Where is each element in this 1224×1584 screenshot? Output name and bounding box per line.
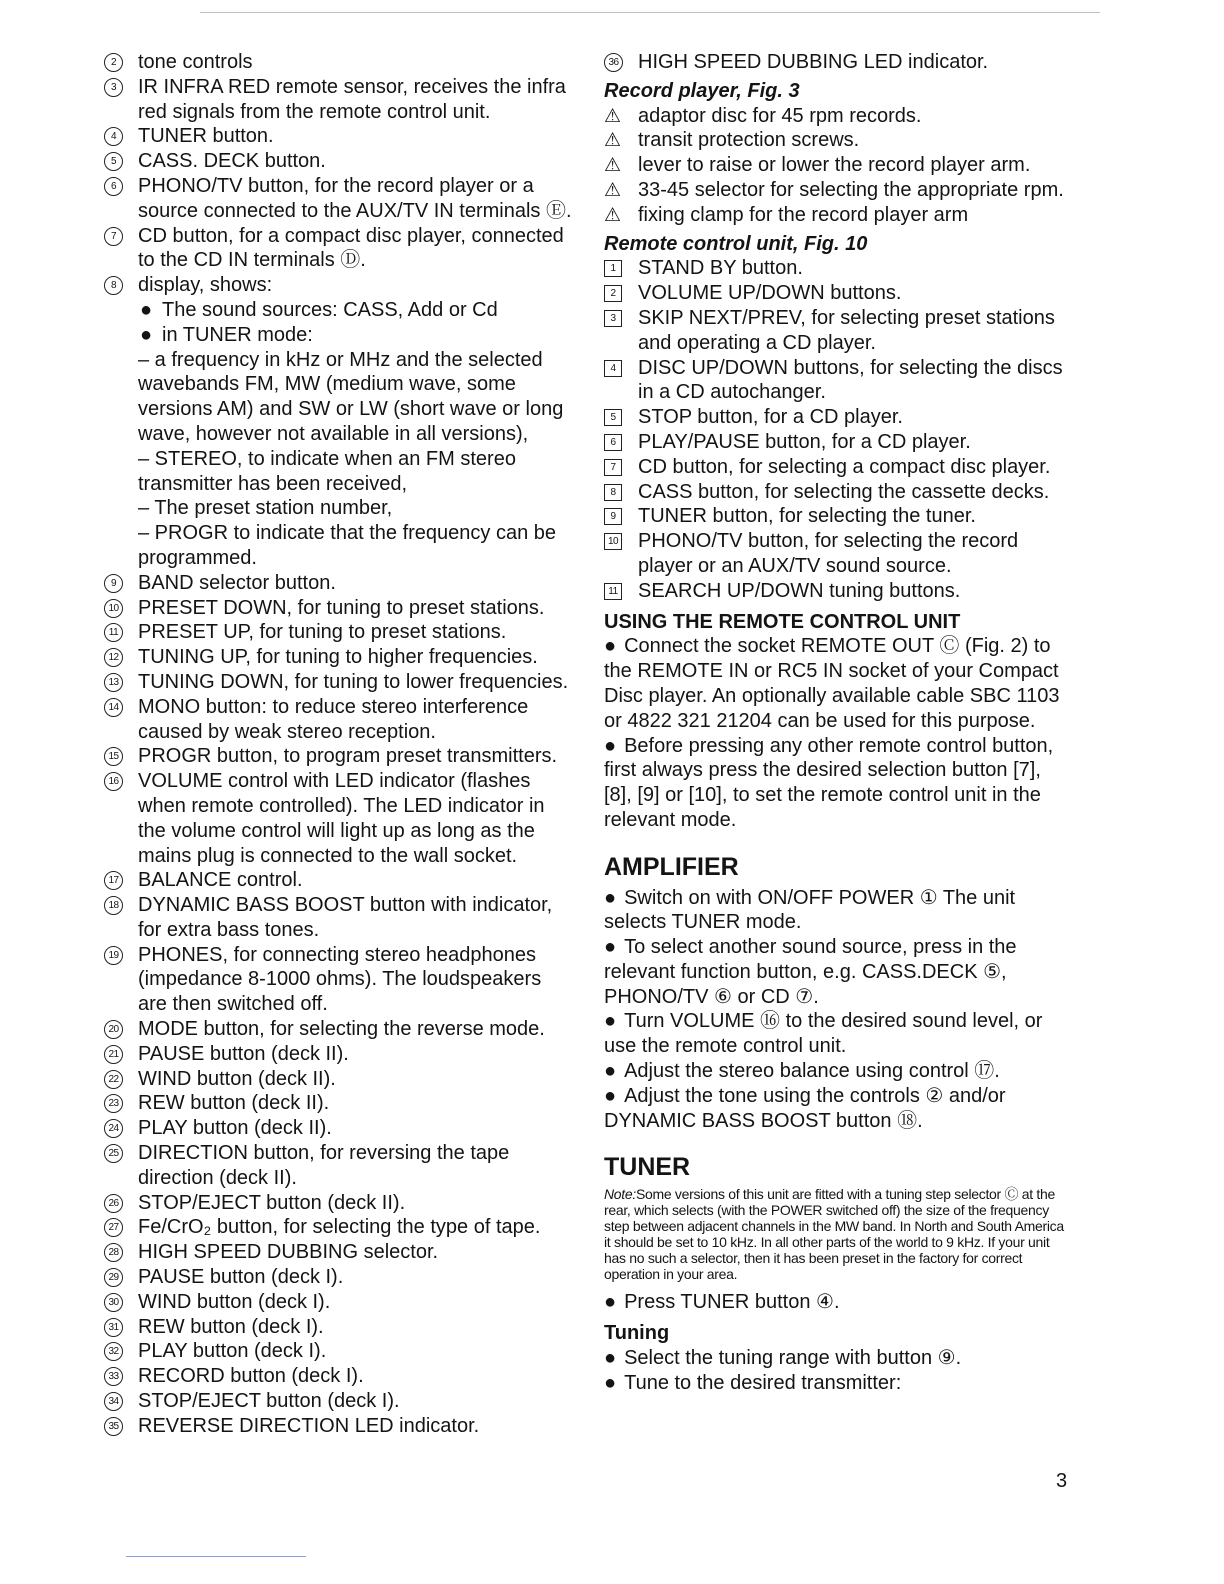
list-item-text: PAUSE button (deck I). (138, 1266, 344, 1289)
circled-number: 17 (104, 871, 123, 890)
list-item-text: STOP/EJECT button (deck I). (138, 1390, 400, 1413)
list-item-text: PROGR button, to program preset transmitters. (138, 745, 558, 768)
scan-artifact-top (200, 12, 1100, 13)
list-item-text: adaptor disc for 45 rpm records. (638, 104, 922, 127)
bullet-icon: ● (604, 1084, 617, 1107)
component-list-2 (104, 571, 572, 1439)
list-item-text: REW button (deck II). (138, 1092, 330, 1115)
scan-artifact-bottom (126, 1556, 306, 1557)
bullet-icon: ● (604, 1010, 617, 1033)
circled-number: 8 (104, 276, 123, 295)
bullet-icon: ● (140, 298, 153, 321)
list-item-text: TUNER button, for selecting the tuner. (638, 505, 976, 528)
list-item (604, 405, 1070, 430)
list-item (104, 744, 572, 769)
right-column (604, 50, 1070, 1395)
list-item-text: PLAY/PAUSE button, for a CD player. (638, 430, 971, 453)
bullet-icon: ● (604, 1060, 617, 1083)
tuner-detail-line: – PROGR to indicate that the frequency can be programmed. (138, 522, 557, 569)
list-item (104, 174, 572, 224)
list-item-text: IR INFRA RED remote sensor, receives the infra red signals from the remote control unit. (138, 75, 566, 123)
circled-number: 3 (104, 78, 123, 97)
circled-number: 29 (104, 1268, 123, 1287)
circled-number: 20 (104, 1020, 123, 1039)
display-bullets (104, 298, 572, 348)
tuning-list (604, 1346, 1070, 1396)
circled-number: 14 (104, 698, 123, 717)
tuning-subheading: Tuning (604, 1322, 670, 1345)
list-item (104, 1017, 572, 1042)
list-item-text: CD button, for a compact disc player, connected to the CD IN terminals Ⓓ. (138, 224, 564, 272)
bullet-text: in TUNER mode: (162, 323, 313, 346)
circled-number: 26 (104, 1194, 123, 1213)
circled-number: 2 (104, 53, 123, 72)
list-item-text: DISC UP/DOWN buttons, for selecting the discs in a CD autochanger. (638, 356, 1063, 404)
circled-number: 35 (104, 1417, 123, 1436)
record-player-list (604, 104, 1070, 228)
circled-number: 28 (104, 1243, 123, 1262)
list-item-text: 33-45 selector for selecting the appropriate rpm. (638, 178, 1064, 201)
list-item (104, 943, 572, 1017)
list-item-text: PAUSE button (deck II). (138, 1042, 349, 1065)
circled-number: 11 (104, 623, 123, 642)
list-item (104, 1067, 572, 1092)
list-item (604, 128, 1070, 153)
list-item-text: lever to raise or lower the record player arm. (638, 154, 1031, 177)
warning-triangle-icon: ⚠ (604, 155, 622, 177)
list-item-text: transit protection screws. (638, 129, 860, 152)
circled-number: 19 (104, 946, 123, 965)
list-item-text: DYNAMIC BASS BOOST button with indicator, for extra bass tones. (138, 894, 553, 941)
warning-triangle-icon: ⚠ (604, 204, 622, 226)
list-item-text: Fe/CrO₂ button, for selecting the type of tape. (138, 1216, 541, 1239)
boxed-number: 2 (604, 285, 622, 302)
list-item (604, 178, 1070, 203)
list-item-text: CD button, for selecting a compact disc player. (638, 455, 1051, 478)
list-item (104, 75, 572, 125)
bullet-icon: ● (604, 734, 617, 757)
circled-number: 18 (104, 896, 123, 915)
list-item (104, 868, 572, 893)
list-item (104, 1042, 572, 1067)
list-item (104, 620, 572, 645)
tuning-bullet (604, 1346, 1070, 1371)
bullet-text: Switch on with ON/OFF POWER ① The unit selects TUNER mode. (604, 886, 1016, 934)
circled-number: 16 (104, 772, 123, 791)
boxed-number: 5 (604, 409, 622, 426)
list-item-text: TUNING DOWN, for tuning to lower frequencies. (138, 670, 569, 693)
boxed-number: 3 (604, 310, 622, 327)
list-item (104, 224, 572, 274)
bullet-icon: ● (140, 323, 153, 346)
list-item-text: PHONO/TV button, for the record player or a source connected to the AUX/TV IN terminals Ⓔ. (138, 174, 572, 222)
circled-number: 22 (104, 1070, 123, 1089)
list-item (104, 769, 572, 868)
tuner-detail-line: – The preset station number, (138, 497, 393, 520)
list-item-text: REW button (deck I). (138, 1315, 324, 1338)
boxed-number: 10 (604, 533, 622, 550)
circled-number: 7 (104, 227, 123, 246)
display-bullet (104, 323, 572, 348)
circled-number: 13 (104, 673, 123, 692)
list-item (104, 1364, 572, 1389)
list-item (104, 571, 572, 596)
list-item-text: CASS button, for selecting the cassette decks. (638, 480, 1050, 503)
amplifier-heading: AMPLIFIER (604, 852, 739, 881)
list-item-text: MODE button, for selecting the reverse mode. (138, 1018, 545, 1041)
note-text: Some versions of this unit are fitted with a tuning step selector Ⓒ at the rear, which selects (with the POWER switched off) the size of the frequency step between adjacent channels in the MW band. In North and South America it should be set to 10 kHz. In all other parts of the world to 9 kHz. If your unit has no such a selector, then it has been preset in the factory for correct operation in your area. (604, 1186, 1064, 1283)
list-item-text: TUNER button. (138, 125, 274, 148)
circled-number: 4 (104, 127, 123, 146)
bullet-icon: ● (604, 1291, 617, 1314)
amplifier-bullet (604, 1084, 1070, 1134)
list-item-text: SKIP NEXT/PREV, for selecting preset stations and operating a CD player. (638, 306, 1055, 354)
left-column (104, 50, 572, 1439)
list-item (104, 1414, 572, 1439)
bullet-text: Tune to the desired transmitter: (624, 1371, 902, 1394)
bullet-icon: ● (604, 936, 617, 959)
remote-list (604, 256, 1070, 603)
list-item (604, 50, 1070, 75)
list-item (104, 1191, 572, 1216)
amplifier-bullet (604, 935, 1070, 1009)
list-item (104, 50, 572, 75)
list-item-text: tone controls (138, 51, 253, 73)
list-item-text: PLAY button (deck I). (138, 1340, 327, 1363)
tuner-details (104, 348, 572, 571)
list-item (604, 455, 1070, 480)
using-remote-paragraph-1: ● Connect the socket REMOTE OUT Ⓒ (Fig. 2) to the REMOTE IN or RC5 IN socket of your Compact Disc player. An optionally available cable SBC 1103 or 4822 321 21204 can be used for this purpose. (604, 635, 1060, 732)
list-item (104, 1265, 572, 1290)
list-item (104, 273, 572, 298)
list-item-text: BAND selector button. (138, 571, 336, 594)
list-item (104, 1091, 572, 1116)
bullet-text: Adjust the tone using the controls ② and/or DYNAMIC BASS BOOST button ⑱. (604, 1084, 1006, 1132)
record-player-heading: Record player, Fig. 3 (604, 79, 800, 102)
list-item-text: VOLUME control with LED indicator (flashes when remote controlled). The LED indicator in the volume control will light up as long as the mains plug is connected to the wall socket. (138, 770, 545, 867)
list-item (104, 1141, 572, 1191)
list-item (604, 153, 1070, 178)
list-item-text: PRESET UP, for tuning to preset stations. (138, 621, 507, 644)
circled-number: 32 (104, 1342, 123, 1361)
circled-number: 33 (104, 1367, 123, 1386)
list-item-text: PLAY button (deck II). (138, 1117, 332, 1140)
list-item-text: HIGH SPEED DUBBING selector. (138, 1241, 439, 1264)
circled-number: 36 (604, 53, 623, 72)
list-item-text: STOP button, for a CD player. (638, 406, 903, 429)
amplifier-bullet (604, 886, 1070, 936)
using-remote-paragraph-2: ● Before pressing any other remote control button, first always press the desired selection button [7], [8], [9] or [10], to set the remote control unit in the relevant mode. (604, 734, 1054, 831)
boxed-number: 9 (604, 508, 622, 525)
remote-heading: Remote control unit, Fig. 10 (604, 232, 868, 255)
list-item-text: TUNING UP, for tuning to higher frequencies. (138, 646, 538, 669)
circled-number: 23 (104, 1094, 123, 1113)
list-item-text: PRESET DOWN, for tuning to preset stations. (138, 596, 545, 619)
list-item (104, 670, 572, 695)
warning-triangle-icon: ⚠ (604, 105, 622, 127)
boxed-number: 8 (604, 484, 622, 501)
list-item (104, 645, 572, 670)
list-item (604, 104, 1070, 129)
amplifier-bullet (604, 1009, 1070, 1059)
list-item-text: DIRECTION button, for reversing the tape direction (deck II). (138, 1142, 510, 1189)
bullet-icon: ● (604, 886, 617, 909)
list-item-text: REVERSE DIRECTION LED indicator. (138, 1414, 480, 1437)
list-item (104, 1116, 572, 1141)
list-item-text: WIND button (deck I). (138, 1290, 331, 1313)
circled-number: 9 (104, 574, 123, 593)
list-item (104, 1389, 572, 1414)
list-item-text: display, shows: (138, 274, 273, 297)
list-item (104, 893, 572, 943)
tuner-heading: TUNER (604, 1153, 691, 1182)
circled-number: 12 (104, 648, 123, 667)
circled-number: 6 (104, 177, 123, 196)
list-item (104, 1290, 572, 1315)
list-item-text: STAND BY button. (638, 257, 803, 280)
bullet-icon: ● (604, 1371, 617, 1394)
list-item (104, 1240, 572, 1265)
circled-number: 5 (104, 152, 123, 171)
list-item (604, 281, 1070, 306)
bullet-text: To select another sound source, press in the relevant function button, e.g. CASS.DECK ⑤, PHONO/TV ⑥ or CD ⑦. (604, 936, 1017, 1008)
page-number: 3 (1056, 1470, 1068, 1492)
list-item-text: BALANCE control. (138, 869, 303, 892)
list-item-text: PHONES, for connecting stereo headphones (impedance 8-1000 ohms). The loudspeakers are then switched off. (138, 943, 542, 1016)
bullet-text: Select the tuning range with button ⑨. (624, 1346, 962, 1369)
list-item (604, 504, 1070, 529)
tuner-detail-line: – a frequency in kHz or MHz and the selected wavebands FM, MW (medium wave, some versions AM) and SW or LW (short wave or long wave, however not available in all versions), (138, 348, 564, 445)
list-item (604, 256, 1070, 281)
list-item (104, 596, 572, 621)
bullet-icon: ● (604, 635, 617, 658)
circled-number: 25 (104, 1144, 123, 1163)
list-item-text: WIND button (deck II). (138, 1067, 336, 1090)
list-item-text: HIGH SPEED DUBBING LED indicator. (638, 51, 989, 73)
list-item-text: MONO button: to reduce stereo interference caused by weak stereo reception. (138, 695, 529, 743)
note-label: Note: (604, 1186, 636, 1203)
tuner-note (604, 1186, 1070, 1282)
tuner-detail-line: – STEREO, to indicate when an FM stereo transmitter has been received, (138, 447, 516, 495)
bullet-text: The sound sources: CASS, Add or Cd (162, 298, 498, 321)
circled-number: 10 (104, 599, 123, 618)
warning-triangle-icon: ⚠ (604, 179, 622, 201)
list-item (604, 480, 1070, 505)
circled-number: 21 (104, 1045, 123, 1064)
list-item (104, 1215, 572, 1240)
boxed-number: 4 (604, 360, 622, 377)
list-item (104, 1339, 572, 1364)
circled-number: 27 (104, 1218, 123, 1237)
boxed-number: 1 (604, 260, 622, 277)
list-item (104, 695, 572, 745)
using-remote-heading: USING THE REMOTE CONTROL UNIT (604, 610, 961, 633)
press-tuner: ● Press TUNER button ④. (604, 1291, 840, 1314)
list-item-text: CASS. DECK button. (138, 150, 326, 173)
list-item-text: SEARCH UP/DOWN tuning buttons. (638, 579, 961, 602)
circled-number: 30 (104, 1293, 123, 1312)
circled-number: 34 (104, 1392, 123, 1411)
list-item-text: VOLUME UP/DOWN buttons. (638, 282, 902, 305)
list-item (604, 306, 1070, 356)
list-item-text: PHONO/TV button, for selecting the record player or an AUX/TV sound source. (638, 530, 1019, 577)
circled-number: 15 (104, 747, 123, 766)
boxed-number: 7 (604, 459, 622, 476)
component-list-1 (104, 50, 572, 298)
list-item (104, 1315, 572, 1340)
amplifier-bullet (604, 1059, 1070, 1084)
display-bullet (104, 298, 572, 323)
list-item (104, 149, 572, 174)
tuning-bullet (604, 1371, 1070, 1396)
bullet-icon: ● (604, 1346, 617, 1369)
bullet-text: Adjust the stereo balance using control ⑰. (624, 1060, 1000, 1083)
boxed-number: 6 (604, 434, 622, 451)
list-item (104, 124, 572, 149)
list-item (604, 579, 1070, 604)
warning-triangle-icon: ⚠ (604, 130, 622, 152)
list-item (604, 356, 1070, 406)
list-item-text: STOP/EJECT button (deck II). (138, 1191, 406, 1214)
boxed-number: 11 (604, 583, 622, 600)
circled-number: 31 (104, 1318, 123, 1337)
circled-number: 24 (104, 1119, 123, 1138)
bullet-text: Turn VOLUME ⑯ to the desired sound level, or use the remote control unit. (604, 1010, 1043, 1058)
amplifier-list (604, 886, 1070, 1134)
list-item (604, 529, 1070, 579)
list-item-text: fixing clamp for the record player arm (638, 203, 969, 226)
list-item-text: RECORD button (deck I). (138, 1365, 364, 1388)
list-item (604, 430, 1070, 455)
list-item (604, 203, 1070, 228)
